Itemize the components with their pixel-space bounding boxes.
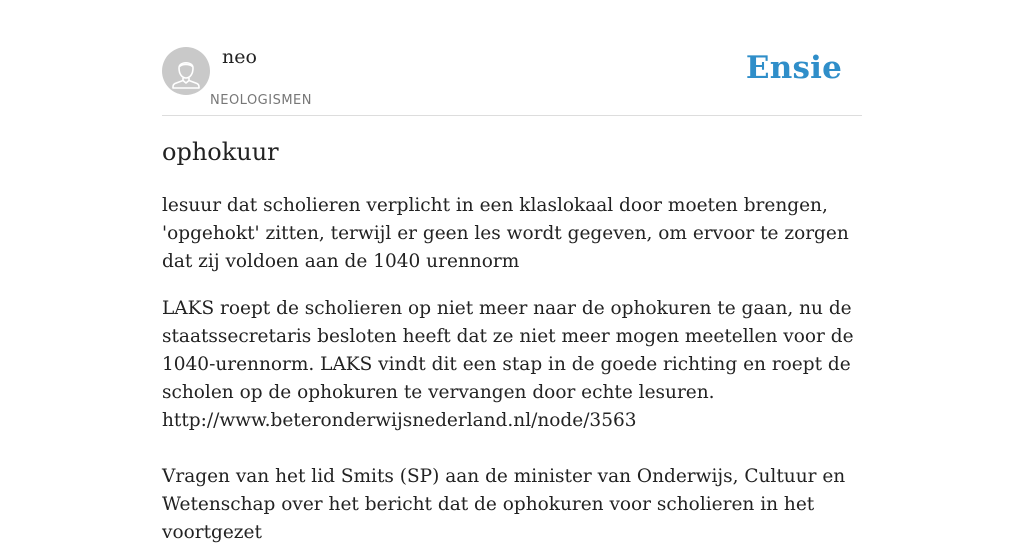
entry-example	[162, 295, 867, 547]
entry-header	[162, 0, 862, 116]
paragraph-gap	[162, 435, 867, 463]
example-text-2: Vragen van het lid Smits (SP) aan de minister van Onderwijs, Cultuur en Wetenschap over het bericht dat de ophokuren voor scholieren in het voortgezet	[162, 466, 846, 543]
entry-definition: lesuur dat scholieren verplicht in een klaslokaal door moeten brengen, 'opgehokt' zitten, terwijl er geen les wordt gegeven, om ervoor te zorgen dat zij voldoen aan de 1040 urennorm	[162, 195, 849, 272]
example-text: LAKS roept de scholieren op niet meer naar de ophokuren te gaan, nu de staatssecretaris besloten heeft dat ze niet meer mogen meetellen voor de 1040-urennorm. LAKS vindt dit een stap in de goede richting en roept de scholen op de ophokuren te vervangen door echte lesuren.	[162, 298, 854, 403]
example-link: http://www.beteronderwijsnederland.nl/node/3563	[162, 410, 637, 431]
ensie-logo[interactable]: Ensie	[745, 50, 842, 86]
category-label[interactable]: NEOLOGISMEN	[210, 93, 312, 108]
user-silhouette-icon	[162, 47, 210, 95]
entry-card	[162, 0, 862, 543]
entry-term: ophokuur	[162, 138, 279, 166]
avatar[interactable]	[162, 47, 210, 95]
author-link[interactable]: neo	[222, 46, 257, 68]
